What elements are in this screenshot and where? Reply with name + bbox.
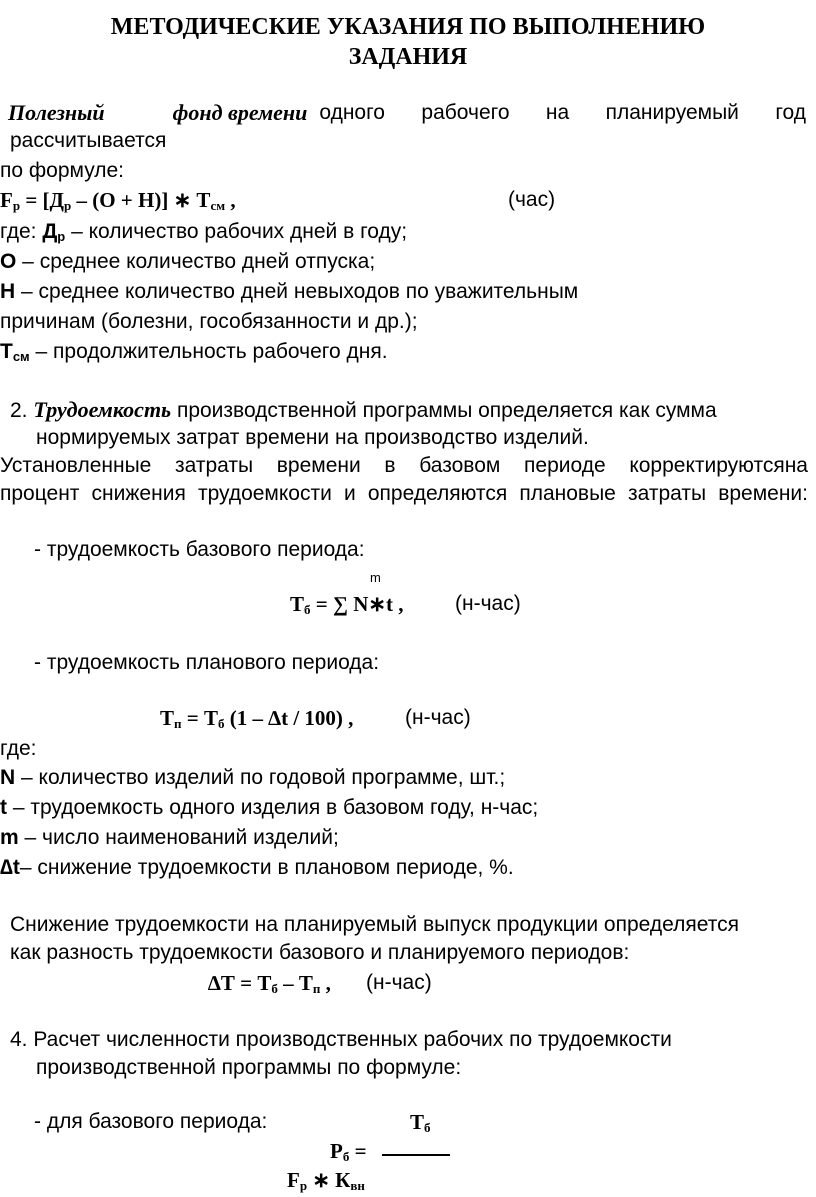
intro-text: одного рабочего на планируемый год	[319, 101, 806, 124]
section2-line2: нормируемых затрат времени на производство изделий.	[36, 426, 589, 449]
def-quantity: N – количество изделий по годовой программе, шт.;	[0, 766, 506, 789]
intro-paragraph-line1	[8, 100, 806, 126]
page-title-line1: МЕТОДИЧЕСКИЕ УКАЗАНИЯ ПО ВЫПОЛНЕНИЮ	[110, 14, 706, 40]
term-useful: Полезный	[8, 100, 105, 125]
def-vacation-days: О – среднее количество дней отпуска;	[0, 250, 376, 273]
labor-reduction-formula: $\Delta Т = Т_б - Т_п$ ,	[208, 971, 331, 996]
def-shift-length: $Т_{см}$ – продолжительность рабочего дня.	[0, 340, 388, 364]
plan-labor-formula-unit: (н-час)	[405, 706, 471, 729]
useful-time-formula-unit: (час)	[508, 188, 556, 211]
def-absence-days-cont: причинам (болезни, гособязанности и др.);	[0, 310, 418, 333]
section3-line2: как разность трудоемкости базового и планируемого периодов:	[10, 941, 630, 964]
section2-line3: Установленные затраты времени в базовом периоде корректируютсяна	[0, 454, 808, 477]
plan-labor-formula: $Т_п = Т_б$ (1 – ∆t / 100) ,	[160, 706, 354, 731]
base-period-workers-label: - для базового периода:	[34, 1110, 268, 1133]
section3-line1: Снижение трудоемкости на планируемый выпуск продукции определяется	[10, 913, 739, 936]
labor-reduction-formula-unit: (н-час)	[366, 971, 432, 994]
plan-period-label: - трудоемкость планового периода:	[34, 651, 380, 674]
page-title-line2: ЗАДАНИЯ	[348, 44, 468, 70]
base-labor-formula: $Т_б$ = ∑ N∗t ,	[290, 592, 404, 617]
where-label: где:	[0, 737, 37, 760]
workers-formula-lhs: $Р_б$ =	[330, 1139, 367, 1164]
workers-formula-fraction-bar	[382, 1154, 450, 1156]
workers-formula-denominator: $F_р$ ∗ $К_{вн}$	[287, 1168, 365, 1193]
term-time-fund: фонд времени	[172, 100, 308, 125]
def-working-days: где: $Д_р$ – количество рабочих дней в году;	[0, 220, 408, 244]
def-absence-days: Н – среднее количество дней невыходов по уважительным	[0, 280, 579, 303]
section2-line1: 2. Трудоемкость производственной программы определяется как сумма	[10, 397, 717, 422]
section4-line2: производственной программы по формуле:	[36, 1056, 462, 1079]
def-labor-reduction: ∆t– снижение трудоемкости в плановом периоде, %.	[0, 856, 514, 879]
useful-time-formula: $F_р = [Д_р - (О + Н)]$ ∗ $Т_{см}$ ,	[0, 188, 236, 213]
workers-formula-numerator: $Т_б$	[410, 1110, 431, 1135]
base-labor-formula-unit: (н-час)	[455, 592, 521, 615]
section4-line1: 4. Расчет численности производственных рабочих по трудоемкости	[10, 1028, 672, 1051]
section2-line4: процент снижения трудоемкости и определяются плановые затраты времени:	[0, 482, 808, 505]
def-item-count: m – число наименований изделий;	[0, 826, 339, 849]
base-period-label: - трудоемкость базового периода:	[34, 538, 365, 561]
intro-paragraph-line2: рассчитывается	[10, 129, 167, 152]
intro-paragraph-line3: по формуле:	[0, 159, 125, 182]
def-unit-labor: t – трудоемкость одного изделия в базовом году, н-час;	[0, 796, 539, 819]
sum-upper-limit: m	[370, 570, 381, 585]
